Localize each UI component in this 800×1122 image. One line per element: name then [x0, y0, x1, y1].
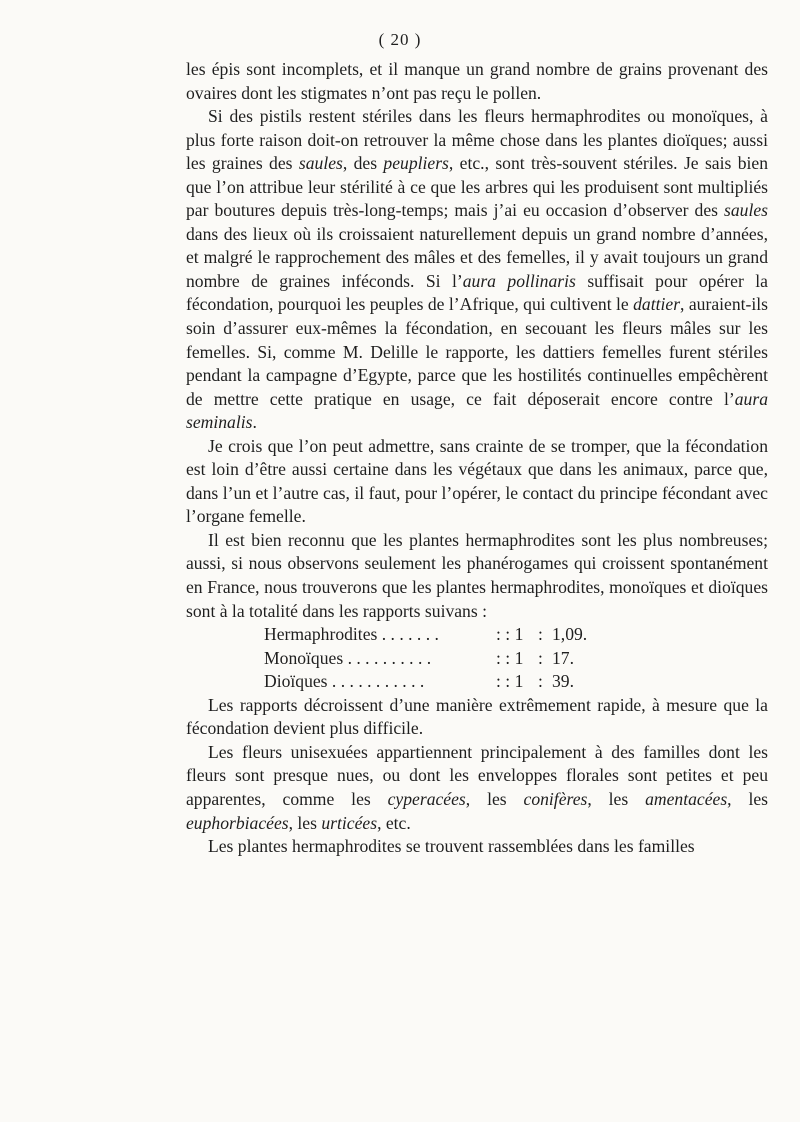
italic-term: peupliers: [383, 153, 449, 174]
ratio-row: [186, 647, 768, 671]
text-run: .: [252, 412, 257, 433]
page-number: ( 20 ): [378, 30, 422, 49]
ratio-table: [186, 623, 768, 694]
ratio-row: [186, 670, 768, 694]
italic-term: conifères: [523, 788, 588, 809]
text-run: , les: [727, 788, 769, 809]
text-run: Je crois que l’on peut admettre, sans crainte de se tromper, que la fécondation est loin d’être aussi certaine dans les végétaux que dans les animaux, parce que, dans l’un et l’autre cas, il faut, pour l’opérer, le contact du principe fécondant avec l’organe femelle.: [186, 435, 768, 527]
text-run: , les: [288, 812, 322, 833]
ratio-colon: :: [538, 647, 543, 668]
italic-term: euphorbiacées: [186, 812, 289, 833]
italic-term: saules: [298, 153, 343, 174]
italic-term: amentacées: [645, 788, 728, 809]
text-run: les épis sont incomplets, et il manque un grand nombre de grains provenant des ovaires dont les stigmates n’ont pas reçu le pollen.: [186, 59, 768, 103]
ratio-separator: : : 1: [496, 671, 524, 692]
italic-term: aura pollinaris: [462, 270, 576, 291]
text-run: , etc.: [377, 812, 411, 833]
ratio-row: [186, 623, 768, 647]
ratio-separator: : : 1: [496, 647, 524, 668]
ratio-label: Dioïques . . . . . . . . . . .: [264, 671, 425, 692]
paragraph: [186, 694, 768, 741]
italic-term: urticées: [321, 812, 378, 833]
text-run: Il est bien reconnu que les plantes hermaphrodites sont les plus nombreuses; aussi, si nous observons seulement les phanérogames qui croissent spontanément en France, nous trouverons que les plantes hermaphrodites, monoïques et dioïques sont à la totalité dans les rapports suivans :: [186, 529, 768, 621]
ratio-colon: :: [538, 671, 543, 692]
text-run: Les plantes hermaphrodites se trouvent rassemblées dans les familles: [208, 836, 695, 857]
ratio-value: 1,09.: [552, 624, 588, 645]
ratio-value: 17.: [552, 647, 574, 668]
text-run: , etc., sont très-souvent stériles. Je sais bien que l’on attribue leur stérilité à ce que les arbres qui les produisent sont multipliés par boutures depuis très-long-temps; mais j’ai eu occasion d’observer des: [186, 153, 768, 221]
italic-term: aura seminalis: [186, 388, 768, 433]
ratio-separator: : : 1: [496, 624, 524, 645]
text-run: , auraient-ils soin d’assurer eux-mêmes la fécondation, en secouant les fleurs mâles sur les femelles. Si, comme M. Delille le rapporte, les dattiers femelles furent stériles pendant la campagne d’Egypte, parce que les hostilités continuelles empêchèrent de mettre cette pratique en usage, ce fait déposerait encore contre l’: [186, 294, 768, 409]
text-run: Les rapports décroissent d’une manière extrêmement rapide, à mesure que la fécondation devient plus difficile.: [186, 694, 768, 739]
ratio-label: Hermaphrodites . . . . . . .: [264, 624, 439, 645]
italic-term: dattier: [633, 294, 681, 315]
text-run: , des: [342, 153, 384, 174]
ratio-value: 39.: [552, 671, 574, 692]
text-run: Si des pistils restent stériles dans les fleurs hermaphrodites ou monoïques, à plus forte raison doit-on retrouver la même chose dans les plantes dioïques; aussi les graines des: [186, 106, 768, 174]
paragraph: [186, 741, 768, 835]
ratio-colon: :: [538, 624, 543, 645]
body-text: [186, 58, 768, 859]
paragraph: [186, 435, 768, 529]
text-run: suffisait pour opérer la fécondation, pourquoi les peuples de l’Afrique, qui cultivent le: [186, 270, 768, 315]
paragraph: [186, 58, 768, 105]
text-run: , les: [465, 788, 524, 809]
text-run: , les: [587, 788, 646, 809]
paragraph: [186, 835, 768, 859]
paragraph: [186, 105, 768, 435]
text-run: dans des lieux où ils croissaient naturellement depuis un grand nombre d’années, et malgré le rapprochement des mâles et des femelles, il y avait toujours un grand nombre de graines inféconds. Si l’: [186, 223, 768, 291]
text-run: Les fleurs unisexuées appartiennent principalement à des familles dont les fleurs sont presque nues, ou dont les enveloppes florales sont petites et peu apparentes, comme les: [186, 741, 768, 809]
italic-term: saules: [724, 200, 768, 221]
paragraph: [186, 529, 768, 623]
italic-term: cyperacées: [387, 788, 466, 809]
ratio-label: Monoïques . . . . . . . . . .: [264, 647, 432, 668]
